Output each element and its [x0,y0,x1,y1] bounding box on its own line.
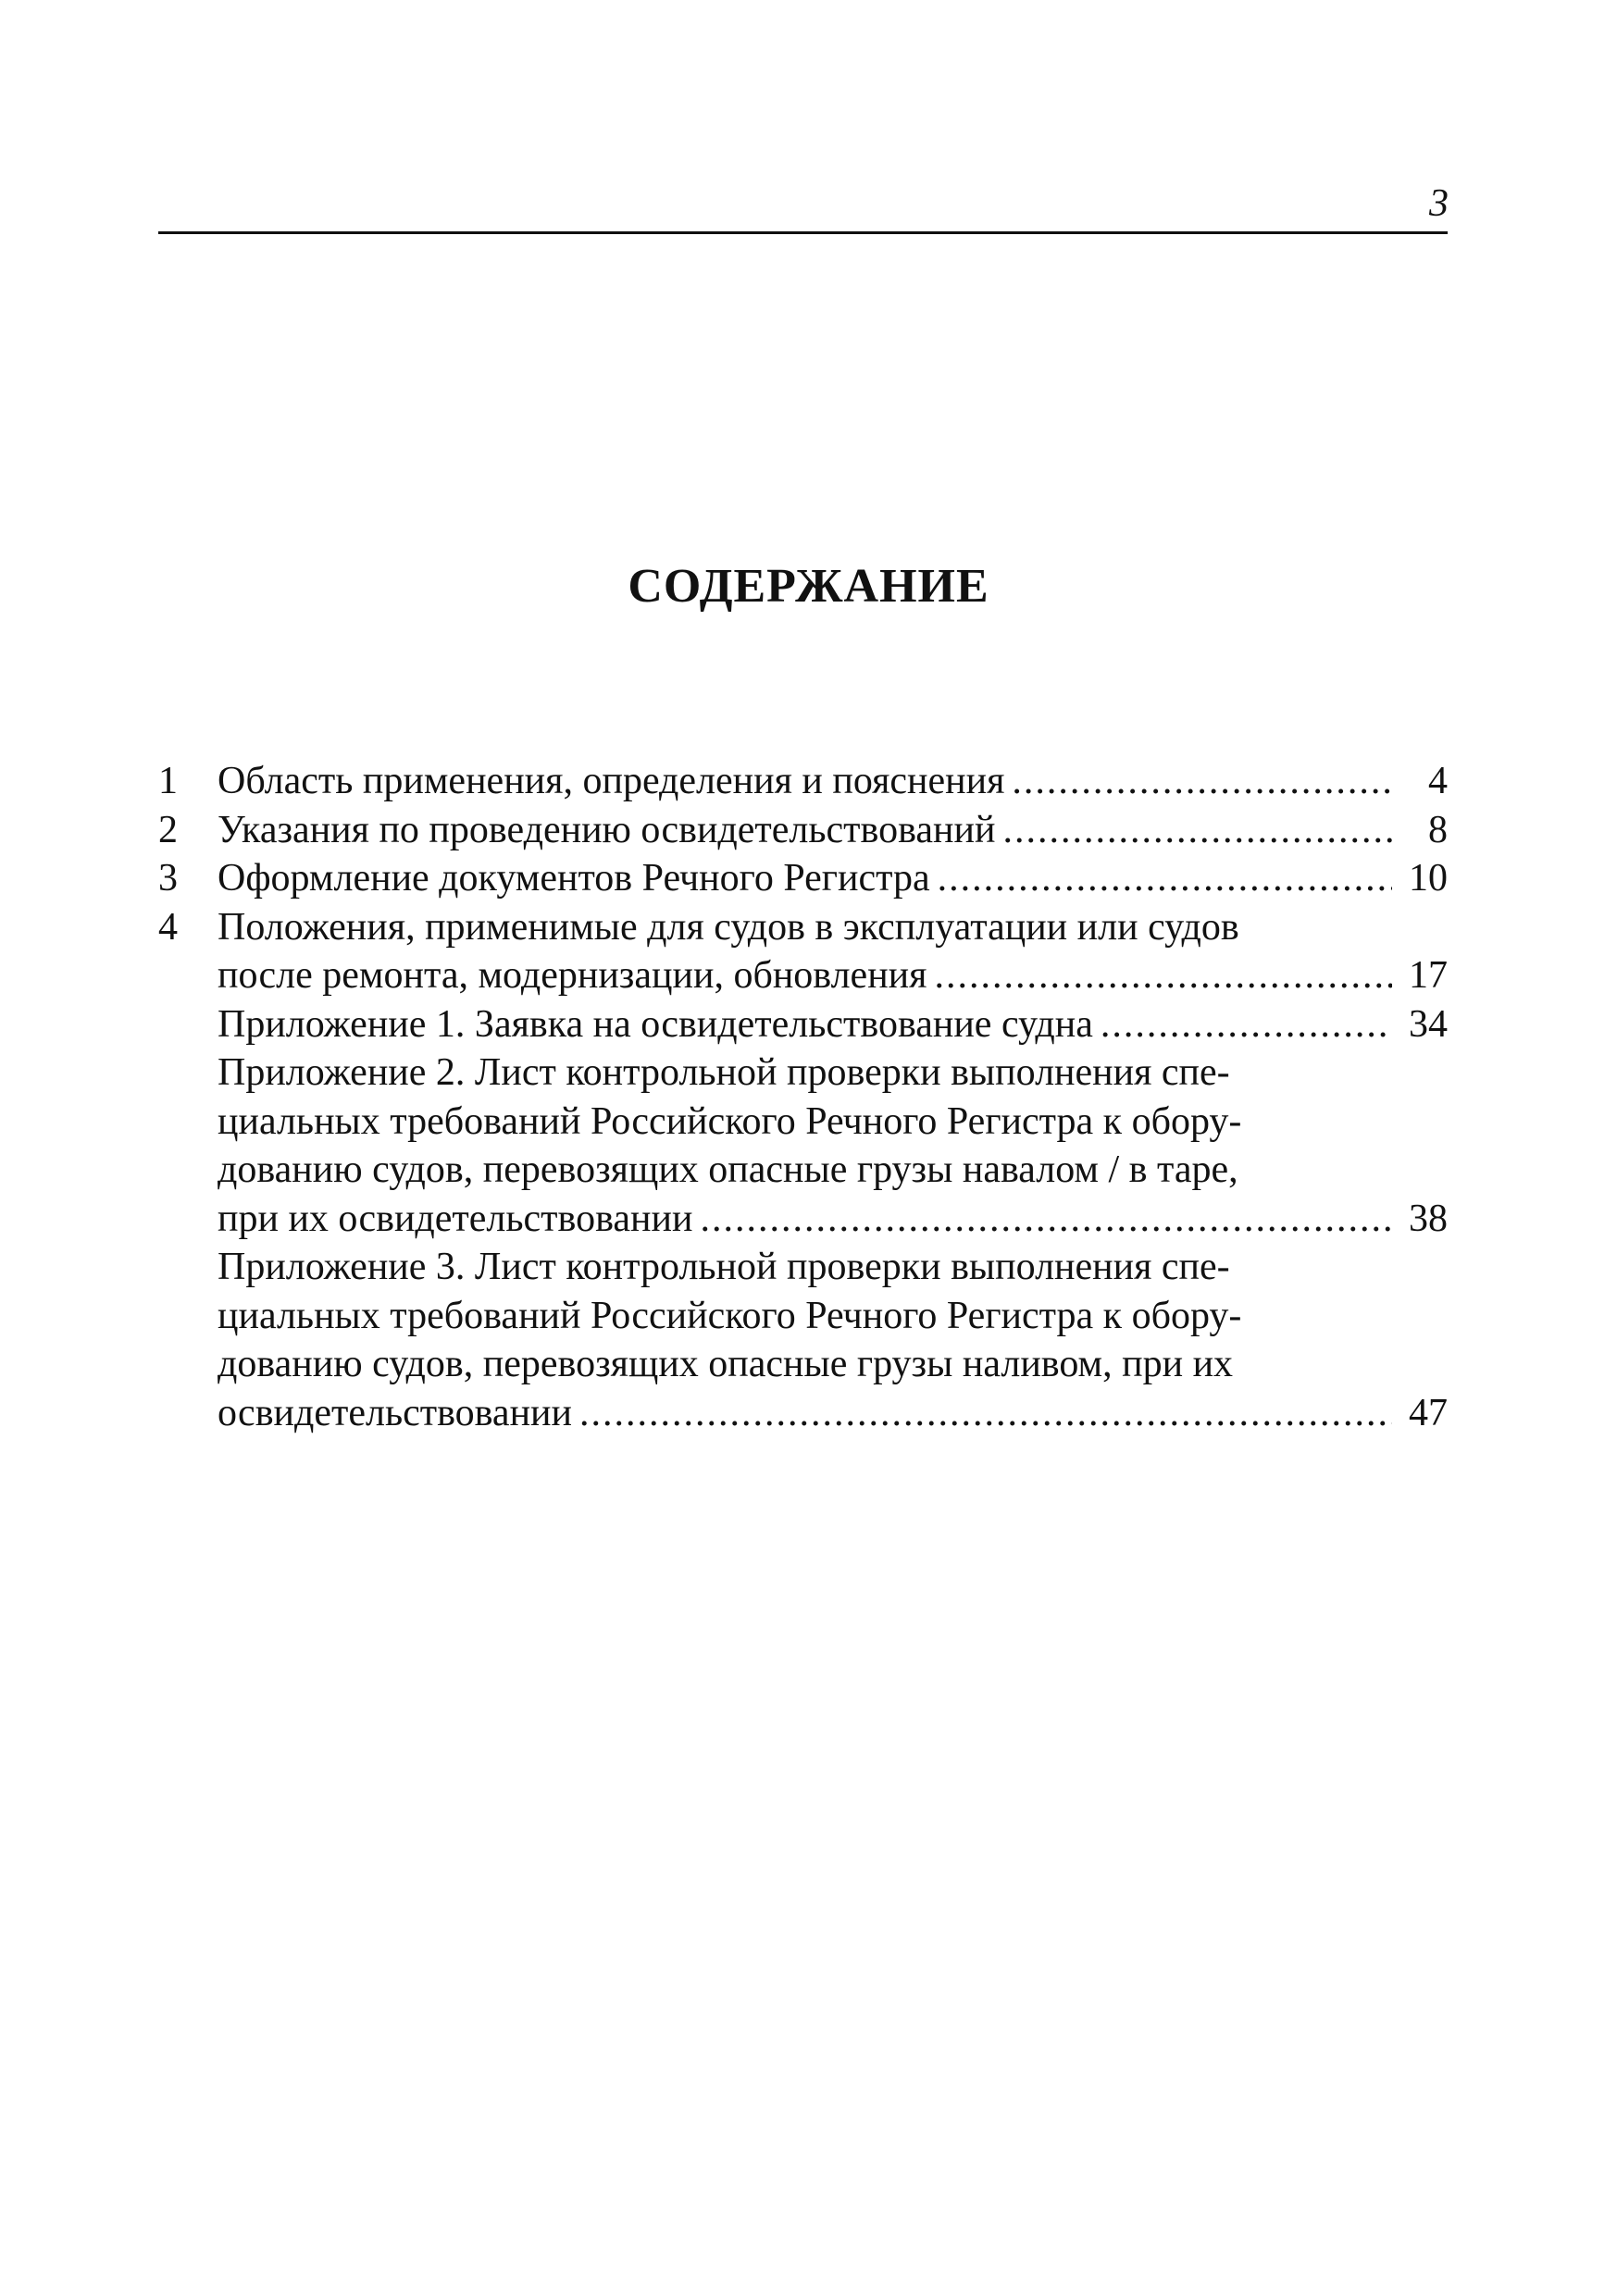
toc-entry-label-line: дованию судов, перевозящих опасные грузы навалом / в таре, [218,1148,1238,1191]
toc-appendix-3-continued[interactable] [158,1292,1448,1341]
toc-entry-page: 4 [1428,760,1448,802]
toc-entry-label-line: циальных требований Российского Речного Регистра к обору- [218,1294,1242,1337]
toc-entry-label: Приложение 1. Заявка на освидетельствование судна [218,1002,1093,1046]
toc-entry-label-line: Приложение 3. Лист контрольной проверки выполнения спе- [218,1246,1230,1288]
toc-entry-label-line: циальных требований Российского Речного Регистра к обору- [218,1099,1242,1143]
toc-appendix-3[interactable] [158,1243,1448,1292]
toc-entry-label: Оформление документов Речного Регистра [218,857,930,900]
page-number: 3 [1429,182,1449,225]
toc-entry-label-line: Положения, применимые для судов в эксплуатации или судов [218,905,1239,949]
toc-appendix-2[interactable] [158,1049,1448,1098]
toc-entry-page: 8 [1428,808,1448,851]
toc-entry-page: 34 [1409,1002,1448,1046]
dot-leader [579,1389,1392,1438]
dot-leader [1101,1000,1392,1049]
table-of-contents [158,757,1448,1437]
toc-entry-label-line: освидетельствовании [218,1391,573,1434]
toc-entry-label: Область применения, определения и пояснения [218,760,1005,802]
toc-appendix-3-continued[interactable] [158,1389,1448,1438]
toc-entry-number: 4 [158,905,178,949]
toc-appendix-2-continued[interactable] [158,1098,1448,1147]
dot-leader [1002,806,1392,855]
dot-leader [1012,757,1392,806]
toc-entry-page: 38 [1409,1197,1448,1240]
dot-leader [934,951,1392,1000]
page-title: СОДЕРЖАНИЕ [628,560,989,613]
toc-appendix-2-continued[interactable] [158,1195,1448,1244]
toc-entry-2[interactable] [158,806,1448,855]
header-rule [158,231,1448,234]
toc-appendix-1[interactable] [158,1000,1448,1049]
toc-entry-label-line: при их освидетельствовании [218,1197,693,1240]
toc-entry-label-line: Приложение 2. Лист контрольной проверки выполнения спе- [218,1051,1230,1094]
toc-entry-label-line: дованию судов, перевозящих опасные грузы наливом, при их [218,1343,1234,1385]
toc-entry-label: Указания по проведению освидетельствований [218,808,996,851]
toc-entry-number: 3 [158,857,178,900]
toc-entry-4[interactable] [158,903,1448,952]
dot-leader [938,854,1392,903]
toc-entry-number: 1 [158,760,178,802]
toc-entry-3[interactable] [158,854,1448,903]
toc-appendix-3-continued[interactable] [158,1340,1448,1389]
dot-leader [700,1195,1392,1244]
toc-entry-4-continued[interactable] [158,951,1448,1000]
toc-entry-page: 47 [1409,1391,1448,1434]
toc-appendix-2-continued[interactable] [158,1146,1448,1195]
toc-entry-page: 10 [1409,857,1448,900]
toc-entry-1[interactable] [158,757,1448,806]
toc-entry-page: 17 [1409,954,1448,997]
toc-entry-label-line: после ремонта, модернизации, обновления [218,954,927,997]
toc-entry-number: 2 [158,808,178,851]
